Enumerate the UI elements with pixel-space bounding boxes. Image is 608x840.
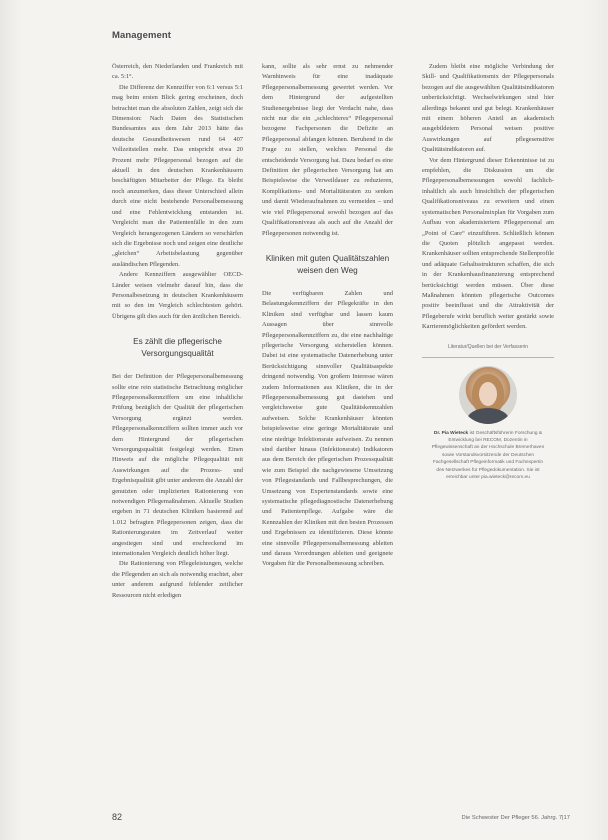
paragraph: Bei der Definition der Pflegepersonalbemessung sollte eine rein statistische Betrachtung möglicher Pflegepersonalkennziffern um eine inhaltliche Prüfung bezüglich der Qualität der pflegerischen Versorgung ergänzt werden. Pflegepersonalkennziffern sollten immer auch vor dem Hintergrund der pflegerischen Versorgungsqualität festgelegt werden. Einen Hinweis auf die mögliche Pflegequalität mit Auswirkungen auf die Prozess- und Ergebnisqualität gibt unter anderem die Anzahl der genutzten oder implizierten Rationierung von notwendigen Pflegemaßnahmen. Aktuelle Studien ergeben in 71 deutschen Kliniken basierend auf 1.012 befragten Pflegepersonen zeigen, dass die Rationierungsraten im Zeitverlauf weiter angestiegen sind und erschreckend im internationalen Vergleich deutlich höher liegt. xyxy=(112,373,243,558)
paragraph: Andere Kennziffern ausgewählter OECD-Länder weisen vielmehr darauf hin, dass die Personalbesetzung in deutschen Krankenhäusern mit so den im Vergleich schlechtesten gehört. Übrigens gilt dies auch für den ärztlichen Bereich. xyxy=(112,271,243,320)
text-column-1 xyxy=(112,62,243,601)
paragraph: Die Differenz der Kennziffer von 6:1 versus 5:1 mag beim ersten Blick gering erscheinen, doch betrachtet man die absoluten Zahlen, zeigt sich die Dimension: Nach Daten des Statistischen Bundesamtes aus dem Jahr 2013 hätte das deutsche Gesundheitswesen rund 64 407 Vollzeitstellen mehr. Das entspricht etwa 20 Prozent mehr Pflegepersonal bezogen auf die aktuell in den deutschen Krankenhäusern beschäftigten Mitarbeiter der Pflege. Es bleibt noch anzumerken, dass dieser Unterschied allein durch eine nicht bestehende Personalbemessung und eine Fehlentwicklung entstanden ist. Vergleicht man die Patientenfälle in den zum Vergleich herangezogenen Ländern so verschärfen sich die Ergebnisse noch und zeigen eine deutliche „gleichen“ Arbeitsbelastung gegenüber ausländischen Pflegenden. xyxy=(112,83,243,268)
portrait-face xyxy=(479,382,497,406)
paragraph: Die Rationierung von Pflegeleistungen, welche die Pflegenden an sich als notwendig erachtet, aber unter anderem aufgrund fehlender zeitlicher Ressourcen nicht erledigen xyxy=(112,560,243,599)
divider xyxy=(422,357,554,358)
author-bio-text: ist Geschäftsführerin Forschung & Entwicklung bei RECOM, Dozentin in Pflegewissenschaft an der Hochschule Bremerhaven sowie Vorstandsvorsitzende der Deutschen Fachgesellschaft Pflegeinformatik und Fachexpertin des Netzwerkes für Pflegedokumentation. Sie ist erreichbar unter pia.wieteck@recom.eu xyxy=(431,430,545,480)
author-name: Dr. Pia Wieteck xyxy=(433,430,469,436)
subheading: Es zählt die pflegerische Versorgungsqualität xyxy=(133,337,222,359)
portrait-body xyxy=(467,408,509,424)
subheading: Kliniken mit guten Qualitätszahlen weisen den Weg xyxy=(265,253,390,275)
magazine-footer: Die Schwester Der Pfleger 56. Jahrg. 7|17 xyxy=(461,815,570,821)
section-label: Management xyxy=(112,30,172,41)
page-number: 82 xyxy=(112,812,123,822)
text-column-2 xyxy=(262,62,393,570)
paragraph: kann, sollte als sehr ernst zu nehmender Warnhinweis für eine inadäquate Pflegepersonalbemessung gewertet werden. Vor dem Hintergrund der aufgestellten Studienergebnisse liegt der Verdacht nahe, dass nicht nur die ein „schlechteres“ Pflegepersonal bezogene Fachpersonen die Defizite an Pflegepersonal abfangen können. Beruhend in die Frage zu stellen, welches Personal die entscheidende Versorgung hat. Dazu bedarf es eine Definition der pflegerischen Versorgung hat am Beispielswise die Verweildauer zu reduzieren, Komplikations- und Mortalitätsraten zu senken und damit Wiederaufnahmen zu vermeiden – und wie viel Pflegepersonal sowohl bezogen auf das Qualifikationsniveau als auch auf die Anzahl der Pflegepersonen notwendig ist. xyxy=(262,63,393,237)
paragraph: Zudem bleibt eine mögliche Verbindung der Skill- und Qualifikationsmix der Pflegepersonals bezogen auf die ausgewählten Qualitätsindikatoren unberücksichtigt. Wechselwirkungen sind hier allerdings bekannt und gut belegt. Krankenhäuser mit einem höheren Anteil an akademisch ausgebildetem Personal weisen positive Auswirkungen auf pflegesensitive Qualitätsindikatoren auf. xyxy=(422,63,554,154)
author-bio xyxy=(422,430,554,482)
paragraph: Die verfügbaren Zahlen und Belastungskennziffern der Pflegekräfte in den Kliniken sind verfügbar und lassen kaum Aussagen über sinnvolle Pflegepersonalkennziffern zu, die eine nachhaltige pflegerische Versorgung sicherstellen können. Dabei ist eine systematische Datenerhebung unter Berücksichtigung sinnvoller Qualitätsaspekte dringend notwendig. Von großem Interesse wären zudem Informationen aus Kliniken, die in der Pflegepersonalbemessung gut dastehen und vergleichsweise gute Qualitätskennzahlen aufweisen. Solche Krankenhäuser könnten beispielsweise eine geringe Mortalitätsrate und eine niedrige Infektionsrate aufweisen. Zu nennen sind darüber hinaus (Infektionsrate) Indikatoren aus dem Bereich der pflegerischen Prozessqualität wie zum Beispiel die nachgewiesene Umsetzung von Pflegestandards und Fallbesprechungen, die Umsetzung von Expertenstandards sowie eine systematische pflegediagnostische Datenerhebung und Patientenpflege. Aufgabe wäre die Kennzahlen der Kliniken mit den besten Prozessen und Ergebnissen zu identifizieren. Diese könnte eine sinnvolle Pflegepersonalbemessung ableiten und daraus Verordnungen ableiten und geeignete Vorgaben für die Personalbemessung schreiben. xyxy=(262,289,393,568)
paragraph: Österreich, den Niederlanden und Frankreich mit ca. 5:1°. xyxy=(112,63,243,81)
source-credit: Literatur/Quellen bei der Verfasserin xyxy=(447,343,529,350)
paragraph: Vor dem Hintergrund dieser Erkenntnisse ist zu empfehlen, die Diskussion um die Pflegepersonalbemessungen sowohl fachlich-inhaltlich als auch hinsichtlich der pflegerischen Qualifikationsniveaus zu erweitern und einen systematischen Personalmixplan für Vorgaben zum Aufbau von akademisiertem Pflegepersonal am „Point of Care“ einzuführen. Schließlich können die Quoten plötzlich angepasst werden. Krankenhäuser sollten entsprechende Stellenprofile und adäquate Gehaltsstrukturen schaffen, die sich in der Krankenhausfinanzierung entsprechend berücksichtigt werden müssen. Über diese Maßnahmen könnten pflegerische Outcomes positiv beeinflusst und die Attraktivität der Pflegeberufe wirkt beruflich weiter gestärkt sowie Karrieremöglichkeiten gefördert werden. xyxy=(422,156,554,331)
text-column-3 xyxy=(422,62,554,481)
author-portrait xyxy=(459,366,517,424)
